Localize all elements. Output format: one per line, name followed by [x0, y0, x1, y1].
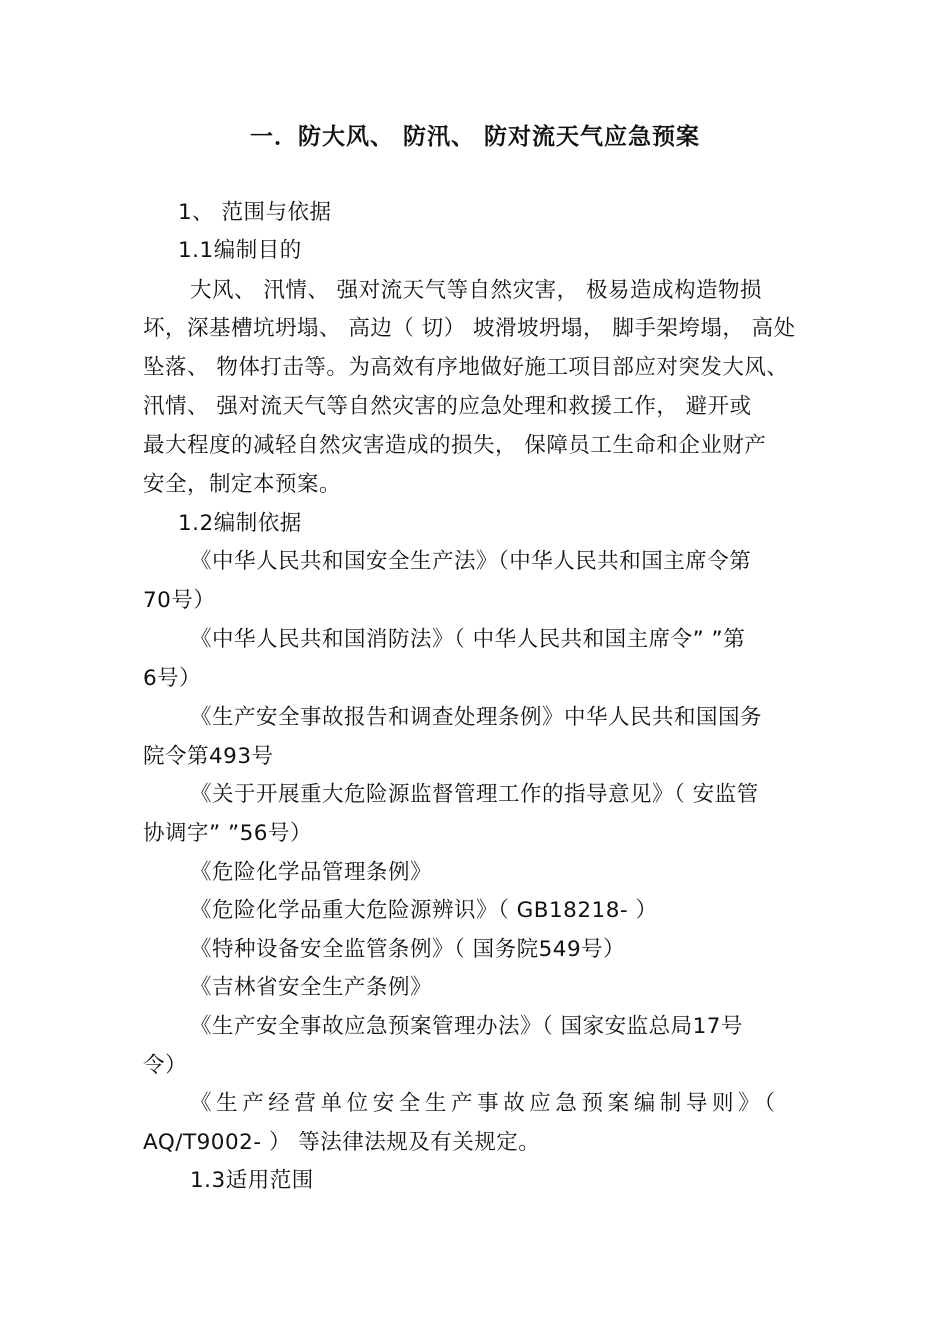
paragraph-line: 最大程度的减轻自然灾害造成的损失， 保障员工生命和企业财产	[143, 433, 767, 458]
paragraph-line: 大风、 汛情、 强对流天气等自然灾害， 极易造成构造物损	[190, 278, 763, 303]
reference-line: 《中华人民共和国消防法》（ 中华人民共和国主席令” ”第	[190, 627, 746, 652]
reference-line: 70号）	[143, 588, 216, 613]
paragraph-line: 坠落、 物体打击等。为高效有序地做好施工项目部应对突发大风、	[143, 355, 789, 380]
reference-line: 院令第493号	[143, 744, 274, 769]
reference-line: AQ/T9002- ） 等法律法规及有关规定。	[143, 1130, 541, 1155]
reference-line: 《中华人民共和国安全生产法》（中华人民共和国主席令第	[190, 549, 752, 574]
subsection-heading-1-1: 1.1编制目的	[178, 238, 302, 263]
reference-line: 协调字” ”56号）	[143, 821, 312, 846]
section-heading-1: 1、 范围与依据	[178, 200, 332, 225]
subsection-heading-1-3: 1.3适用范围	[190, 1168, 314, 1193]
reference-line: 《危险化学品管理条例》	[190, 860, 433, 885]
reference-line: 令）	[143, 1053, 188, 1078]
reference-line: 《吉林省安全生产条例》	[190, 975, 433, 1000]
document-title: 一．防大风、 防汛、 防对流天气应急预案	[249, 124, 700, 150]
reference-line: 《危险化学品重大危险源辨识》（ GB18218- ）	[190, 898, 658, 923]
subsection-heading-1-2: 1.2编制依据	[178, 511, 302, 536]
reference-line: 6号）	[143, 666, 202, 691]
reference-line: 《生产安全事故应急预案管理办法》（ 国家安监总局17号	[190, 1014, 743, 1039]
reference-line: 《特种设备安全监管条例》（ 国务院549号）	[190, 937, 626, 962]
reference-line: 《生产安全事故报告和调查处理条例》中华人民共和国国务	[190, 705, 763, 730]
reference-line: 《关于开展重大危险源监督管理工作的指导意见》（ 安监管	[190, 782, 759, 807]
reference-line: 《生产经营单位安全生产事故应急预案编制导则》（	[190, 1091, 780, 1116]
paragraph-line: 汛情、 强对流天气等自然灾害的应急处理和救援工作， 避开或	[143, 394, 752, 419]
paragraph-line: 坏，深基槽坑坍塌、 高边（ 切） 坡滑坡坍塌， 脚手架垮塌， 高处	[143, 316, 796, 341]
paragraph-line: 安全，制定本预案。	[143, 472, 342, 497]
